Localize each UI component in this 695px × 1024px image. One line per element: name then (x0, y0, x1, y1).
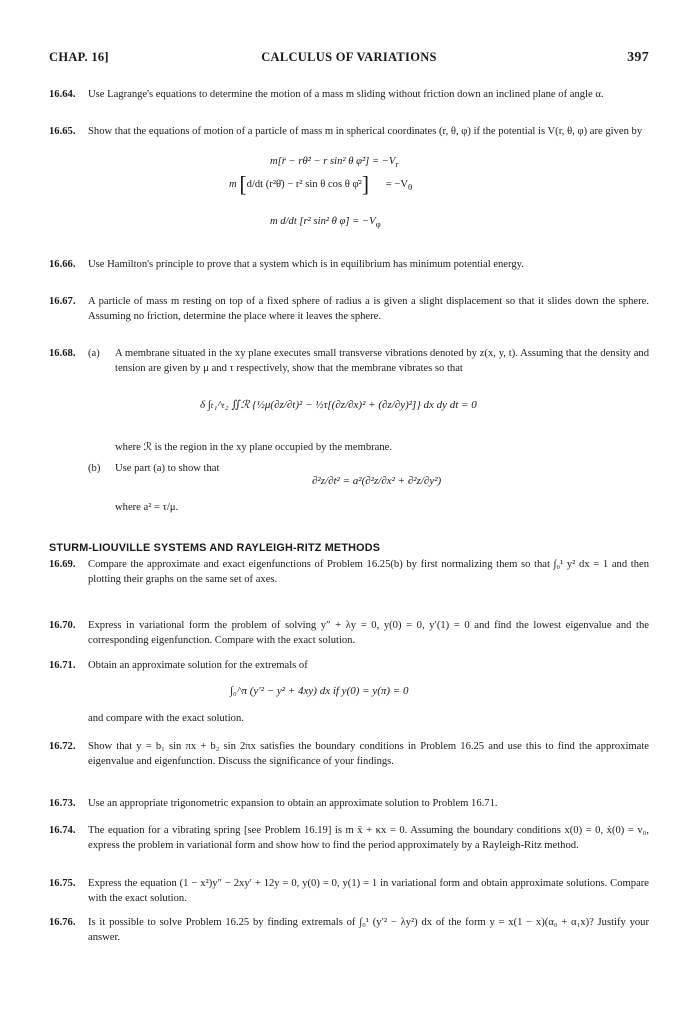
problem-text: Show that y = b₁ sin πx + b₂ sin 2πx satisfies the boundary conditions in Problem 16.25 and use this to find the approximate eigenvalue and eigenfunction. Discuss the significance of your findings. (88, 741, 649, 767)
problem-16-68-where (49, 440, 649, 455)
problem-16-65 (49, 124, 649, 139)
problem-text: A particle of mass m resting on top of a fixed sphere of radius a is given a slight displacement so that it slides down the sphere. Assuming no friction, determine the place where it leaves the sphere. (88, 296, 649, 322)
part-b-where: where a² = τ/μ. (115, 502, 179, 513)
equation-phi (270, 216, 381, 229)
problem-16-67 (49, 294, 649, 324)
problem-text: Use Hamilton's principle to prove that a system which is in equilibrium has minimum potential energy. (88, 259, 524, 270)
problem-number: 16.68. (49, 348, 76, 359)
problem-text-after: and compare with the exact solution. (88, 713, 244, 724)
problem-16-73 (49, 796, 649, 811)
equation-phi-subscript: φ (375, 219, 381, 230)
problem-number: 16.66. (49, 259, 76, 270)
problem-text: Compare the approximate and exact eigenfunctions of Problem 16.25(b) by first normalizing them so that ∫₀¹ y² dx = 1 and then plotting their graphs on the same set of axes. (88, 559, 649, 585)
part-a-label: (a) (88, 348, 100, 359)
problem-number: 16.76. (49, 917, 76, 928)
part-a (88, 346, 649, 376)
equation-theta-rhs: = −V (385, 179, 408, 190)
problem-16-72 (49, 739, 649, 769)
membrane-variational-equation: δ ∫ₜ₁^ₜ₂ ∬ℛ {½μ(∂z/∂t)² − ½τ[(∂z/∂x)² + (∂z/∂y)²]} dx dy dt = 0 (200, 399, 477, 411)
part-a-where: where ℛ is the region in the xy plane occupied by the membrane. (115, 442, 393, 453)
problem-16-71 (49, 658, 649, 673)
problem-text: The equation for a vibrating spring [see Problem 16.19] is m ẍ + κx = 0. Assuming the boundary conditions x(0) = 0, ẋ(0) = v₀, express the problem in variational form and show how to find the period approximately by a Rayleigh-Ritz method. (88, 825, 649, 851)
equation-theta: m [d/dt (r²θ̇) − r² sin θ cos θ φ̇²] = $-V_\theta$ (229, 171, 413, 197)
running-title: CALCULUS OF VARIATIONS (261, 50, 437, 64)
extremal-integral: ∫₀^π (y′² − y² + 4xy) dx if y(0) = y(π) = 0 (230, 685, 409, 697)
problem-16-75 (49, 876, 649, 906)
problem-16-71-after (49, 711, 649, 726)
part-b-label: (b) (88, 463, 101, 474)
problem-16-76 (49, 915, 649, 945)
problem-16-74 (49, 823, 649, 853)
equation-theta-m: m (229, 179, 237, 190)
problem-text: Express in variational form the problem of solving y″ + λy = 0, y(0) = 0, y′(1) = 0 and find the lowest eigenvalue and the corresponding eigenfunction. Compare with the exact solution. (88, 620, 649, 646)
section-heading: STURM-LIOUVILLE SYSTEMS AND RAYLEIGH-RITZ METHODS (49, 542, 381, 554)
problem-number: 16.71. (49, 660, 76, 671)
equation-phi-text: m d/dt [r² sin² θ φ̇] = −V (270, 216, 376, 227)
problem-number: 16.65. (49, 126, 76, 137)
equation-theta-body: d/dt (r²θ̇) − r² sin θ cos θ φ̇² (246, 179, 362, 190)
wave-equation: ∂²z/∂t² = a²(∂²z/∂x² + ∂²z/∂y²) (312, 475, 442, 487)
problem-text: Obtain an approximate solution for the extremals of (88, 660, 308, 671)
equation-theta-subscript: θ (407, 182, 413, 193)
equation-r-text: m[r̈ − rθ̇² − r sin² θ φ̇²] = −V (270, 156, 396, 167)
problem-number: 16.67. (49, 296, 76, 307)
page-number: 397 (627, 50, 649, 65)
problem-text: Use an appropriate trigonometric expansion to obtain an approximate solution to Problem 16.71. (88, 798, 498, 809)
problem-16-68 (49, 346, 649, 376)
equation-r-subscript: r (395, 159, 399, 170)
problem-16-68-b-where (49, 500, 649, 515)
problem-text: Show that the equations of motion of a particle of mass m in spherical coordinates (r, θ, φ) if the potential is V(r, θ, φ) are given by (88, 126, 643, 137)
problem-16-64 (49, 87, 649, 102)
problem-16-68-b (49, 461, 649, 476)
part-b-text: Use part (a) to show that (115, 463, 220, 474)
problem-number: 16.70. (49, 620, 76, 631)
problem-number: 16.73. (49, 798, 76, 809)
chapter-label: CHAP. 16] (49, 50, 109, 64)
problem-number: 16.72. (49, 741, 76, 752)
problem-16-66 (49, 257, 649, 272)
problem-number: 16.69. (49, 559, 76, 570)
problem-text: Is it possible to solve Problem 16.25 by finding extremals of ∫₀¹ (y′² − λy²) dx of the form y = x(1 − x)(α₀ + α₁x)? Justify your answer. (88, 917, 649, 943)
part-a-text: A membrane situated in the xy plane executes small transverse vibrations denoted by z(x, y, t). Assuming that the density and tension are given by μ and τ respectively, show that the membrane vibrates so that (115, 348, 649, 374)
problem-text: Use Lagrange's equations to determine the motion of a mass m sliding without friction down an inclined plane of angle α. (88, 89, 604, 100)
problem-number: 16.64. (49, 89, 76, 100)
part-b (88, 461, 649, 476)
equation-r (270, 156, 398, 169)
problem-16-69 (49, 557, 649, 587)
problem-number: 16.75. (49, 878, 76, 889)
page-header (49, 50, 649, 66)
problem-number: 16.74. (49, 825, 76, 836)
problem-16-70 (49, 618, 649, 648)
problem-text: Express the equation (1 − x²)y″ − 2xy′ + 12y = 0, y(0) = 0, y(1) = 1 in variational form and obtain approximate solutions. Compare with the exact solution. (88, 878, 649, 904)
